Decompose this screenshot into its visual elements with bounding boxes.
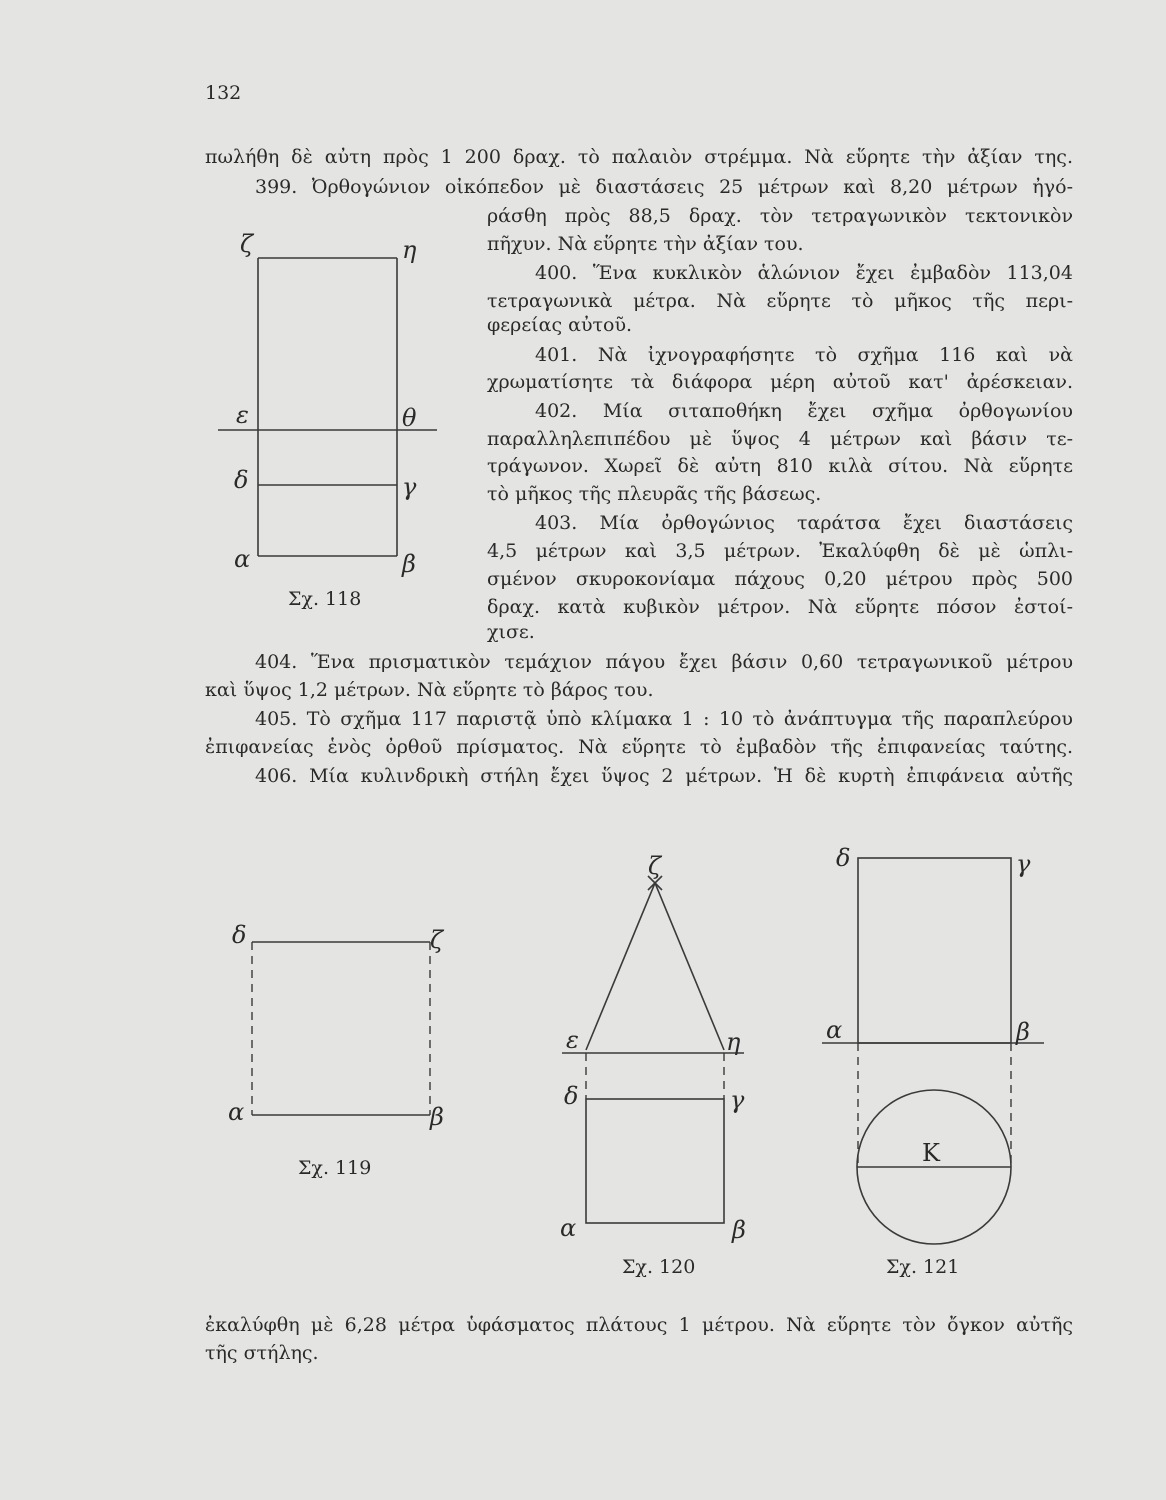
fig118-label-theta: θ (402, 404, 417, 432)
text-line: χισε. (487, 621, 535, 643)
fig120-label-gamma: γ (730, 1086, 745, 1114)
text-line: σμένον σκυροκονίαμα πάχους 0,20 μέτρου πρὸς 500 (487, 568, 1073, 590)
text-line: φερείας αὐτοῦ. (487, 314, 633, 336)
text-line: ἐπιφανείας ἑνὸς ὀρθοῦ πρίσματος. Νὰ εὕρητε τὸ ἐμβαδὸν τῆς ἐπιφανείας ταύτης. (205, 736, 1073, 758)
fig120-label-delta: δ (564, 1082, 579, 1110)
fig121-label-alpha: α (826, 1016, 843, 1044)
text-line: πωλήθη δὲ αὐτη πρὸς 1 200 δραχ. τὸ παλαιὸν στρέμμα. Νὰ εὕρητε τὴν ἀξίαν της. (205, 146, 1073, 168)
fig121-label-kappa: Κ (922, 1139, 940, 1167)
text-line: 4,5 μέτρων καὶ 3,5 μέτρων. Ἐκαλύφθη δὲ μὲ ὡπλι- (487, 540, 1073, 562)
fig118-label-delta: δ (234, 466, 249, 494)
text-line: 403. Μία ὀρθογώνιος ταράτσα ἔχει διαστάσεις (535, 512, 1073, 534)
text-line: τράγωνον. Χωρεῖ δὲ αὐτη 810 κιλὰ σίτου. Νὰ εὕρητε (487, 455, 1073, 477)
fig118-label-gamma: γ (402, 473, 417, 501)
text-line: 404. Ἕνα πρισματικὸν τεμάχιον πάγου ἔχει βάσιν 0,60 τετραγωνικοῦ μέτρου (255, 651, 1073, 673)
text-line: 401. Νὰ ἰχνογραφήσητε τὸ σχῆμα 116 καὶ νὰ (535, 344, 1073, 366)
text-line: 402. Μία σιταποθήκη ἔχει σχῆμα ὀρθογωνίου (535, 400, 1073, 422)
text-line: δραχ. κατὰ κυβικὸν μέτρον. Νὰ εὕρητε πόσον ἐστοί- (487, 596, 1073, 618)
text-line: παραλληλεπιπέδου μὲ ὕψος 4 μέτρων καὶ βάσιν τε- (487, 428, 1073, 450)
text-line: 399. Ὀρθογώνιον οἰκόπεδον μὲ διαστάσεις 25 μέτρων καὶ 8,20 μέτρων ἠγό- (255, 176, 1073, 198)
fig119-label-beta: β (430, 1103, 444, 1131)
fig118-label-epsilon: ε (236, 401, 249, 429)
fig118-label-alpha: α (234, 545, 251, 573)
text-line: τῆς στήλης. (205, 1342, 319, 1364)
fig118-label-eta: η (402, 236, 417, 264)
text-line: ἐκαλύφθη μὲ 6,28 μέτρα ὑφάσματος πλάτους 1 μέτρου. Νὰ εὕρητε τὸν ὄγκον αὐτῆς (205, 1314, 1073, 1336)
fig120-caption: Σχ. 120 (622, 1256, 696, 1278)
fig119-label-alpha: α (228, 1098, 245, 1126)
fig120-label-zeta: ζ (648, 852, 662, 880)
text-line: χρωματίσητε τὰ διάφορα μέρη αὐτοῦ κατ' ἀρέσκειαν. (487, 371, 1073, 393)
text-line: πῆχυν. Νὰ εὕρητε τὴν ἀξίαν του. (487, 233, 804, 255)
text-line: τετραγωνικὰ μέτρα. Νὰ εὕρητε τὸ μῆκος τῆς περι- (487, 290, 1073, 312)
fig119-label-delta: δ (232, 921, 247, 949)
text-line: ράσθη πρὸς 88,5 δραχ. τὸν τετραγωνικὸν τεκτονικὸν (487, 205, 1073, 227)
fig118-label-zeta: ζ (240, 230, 254, 258)
text-line: τὸ μῆκος τῆς πλευρᾶς τῆς βάσεως. (487, 483, 822, 505)
fig121-label-delta: δ (836, 844, 851, 872)
fig118-caption: Σχ. 118 (288, 588, 362, 610)
fig120-label-epsilon: ε (566, 1026, 579, 1054)
fig120-label-beta: β (732, 1216, 746, 1244)
page-number: 132 (205, 82, 242, 104)
fig121-elevation-rect (858, 858, 1011, 1043)
text-line: 406. Μία κυλινδρικὴ στήλη ἔχει ὕψος 2 μέτρων. Ἡ δὲ κυρτὴ ἐπιφάνεια αὐτῆς (255, 765, 1073, 787)
fig119-caption: Σχ. 119 (298, 1157, 372, 1179)
fig120-label-alpha: α (560, 1214, 577, 1242)
fig121-label-gamma: γ (1016, 850, 1031, 878)
text-line: καὶ ὕψος 1,2 μέτρων. Νὰ εὕρητε τὸ βάρος του. (205, 679, 654, 701)
fig121-caption: Σχ. 121 (886, 1256, 960, 1278)
text-line: 400. Ἕνα κυκλικὸν ἁλώνιον ἔχει ἐμβαδὸν 113,04 (535, 262, 1073, 284)
text-line: 405. Τὸ σχῆμα 117 παριστᾷ ὑπὸ κλίμακα 1 : 10 τὸ ἀνάπτυγμα τῆς παραπλεύρου (255, 708, 1073, 730)
fig121-label-beta: β (1016, 1018, 1030, 1046)
fig118-label-beta: β (402, 550, 416, 578)
fig120-label-eta: η (726, 1028, 741, 1056)
fig119-label-zeta: ζ (430, 926, 444, 954)
